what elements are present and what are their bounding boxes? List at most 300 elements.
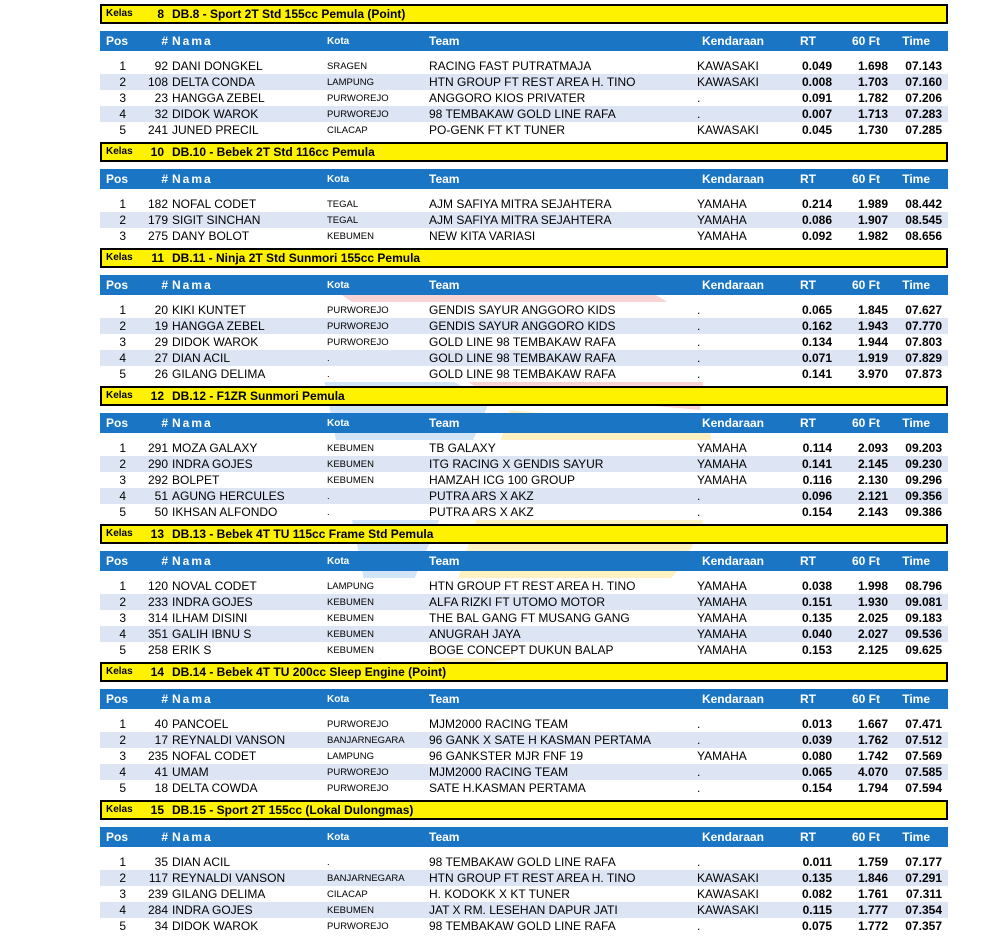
cell-rt: 0.214 — [801, 197, 832, 211]
cell-nama: AGUNG HERCULES — [172, 489, 285, 503]
cell-rt: 0.065 — [801, 303, 832, 317]
cell-kota: PURWOREJO — [327, 320, 389, 332]
cell-time: 07.512 — [905, 733, 942, 747]
cell-no: 179 — [147, 213, 168, 227]
column-header-nama: Nama — [172, 554, 213, 568]
cell-nama: HANGGA ZEBEL — [172, 319, 265, 333]
table-row — [100, 334, 948, 350]
cell-kota: KEBUMEN — [327, 458, 374, 470]
cell-kendaraan: . — [697, 855, 701, 869]
cell-time: 08.796 — [905, 579, 942, 593]
results-document — [100, 4, 948, 938]
cell-ft60: 1.998 — [857, 579, 888, 593]
cell-pos: 1 — [119, 197, 126, 211]
cell-team: AJM SAFIYA MITRA SEJAHTERA — [429, 197, 612, 211]
cell-nama: DELTA COWDA — [172, 781, 258, 795]
cell-rt: 0.040 — [801, 627, 832, 641]
column-header-time: Time — [902, 172, 930, 186]
table-row — [100, 212, 948, 228]
cell-rt: 0.096 — [801, 489, 832, 503]
cell-nama: DIAN ACIL — [172, 855, 231, 869]
cell-rt: 0.080 — [801, 749, 832, 763]
column-header-team: Team — [429, 172, 460, 186]
table-row — [100, 870, 948, 886]
cell-kendaraan: YAMAHA — [697, 579, 747, 593]
cell-no: 50 — [154, 505, 168, 519]
cell-nama: REYNALDI VANSON — [172, 733, 286, 747]
cell-pos: 4 — [119, 627, 126, 641]
cell-kendaraan: YAMAHA — [697, 197, 747, 211]
cell-nama: DIDOK WAROK — [172, 919, 259, 933]
table-row — [100, 854, 948, 870]
column-header-no: # — [161, 278, 168, 292]
table-row — [100, 456, 948, 472]
cell-ft60: 1.772 — [857, 919, 888, 933]
cell-pos: 5 — [119, 781, 126, 795]
cell-kendaraan: YAMAHA — [697, 457, 747, 471]
cell-rt: 0.038 — [801, 579, 832, 593]
cell-pos: 1 — [119, 579, 126, 593]
column-header-rt: RT — [800, 416, 816, 430]
cell-time: 07.585 — [905, 765, 942, 779]
cell-kota: CILACAP — [327, 124, 368, 136]
column-header-row — [100, 169, 948, 189]
cell-kota: LAMPUNG — [327, 580, 374, 592]
class-header — [100, 524, 948, 544]
kelas-label: Kelas — [106, 804, 133, 815]
cell-pos: 3 — [119, 91, 126, 105]
cell-ft60: 1.759 — [857, 855, 888, 869]
cell-team: 98 TEMBAKAW GOLD LINE RAFA — [429, 919, 616, 933]
cell-time: 07.627 — [905, 303, 942, 317]
column-header-pos: Pos — [106, 172, 129, 186]
table-row — [100, 440, 948, 456]
cell-no: 291 — [147, 441, 168, 455]
column-header-time: Time — [902, 554, 930, 568]
class-number: 10 — [150, 145, 164, 159]
cell-pos: 5 — [119, 123, 126, 137]
cell-pos: 4 — [119, 107, 126, 121]
cell-no: 108 — [147, 75, 168, 89]
cell-team: ALFA RIZKI FT UTOMO MOTOR — [429, 595, 606, 609]
cell-no: 51 — [154, 489, 168, 503]
cell-nama: DANY BOLOT — [172, 229, 250, 243]
column-header-rt: RT — [800, 692, 816, 706]
column-header-ft60: 60 Ft — [851, 172, 880, 186]
column-header-pos: Pos — [106, 692, 129, 706]
cell-rt: 0.075 — [801, 919, 832, 933]
cell-rt: 0.134 — [801, 335, 832, 349]
cell-ft60: 1.944 — [857, 335, 888, 349]
cell-rt: 0.141 — [801, 367, 832, 381]
cell-time: 07.206 — [905, 91, 942, 105]
table-row — [100, 764, 948, 780]
cell-team: GOLD LINE 98 TEMBAKAW RAFA — [429, 367, 616, 381]
class-block — [100, 386, 948, 520]
cell-ft60: 1.943 — [857, 319, 888, 333]
cell-rt: 0.135 — [801, 871, 832, 885]
cell-pos: 2 — [119, 213, 126, 227]
cell-time: 09.183 — [905, 611, 942, 625]
cell-pos: 2 — [119, 457, 126, 471]
cell-nama: INDRA GOJES — [172, 457, 253, 471]
cell-ft60: 2.143 — [857, 505, 888, 519]
column-header-pos: Pos — [106, 34, 129, 48]
table-row — [100, 886, 948, 902]
column-header-pos: Pos — [106, 554, 129, 568]
cell-ft60: 1.730 — [857, 123, 888, 137]
column-header-kota: Kota — [327, 693, 350, 705]
cell-no: 290 — [147, 457, 168, 471]
table-row — [100, 366, 948, 382]
cell-no: 27 — [154, 351, 168, 365]
cell-kota: SRAGEN — [327, 60, 368, 72]
cell-nama: GILANG DELIMA — [172, 887, 266, 901]
cell-time: 07.569 — [905, 749, 942, 763]
cell-ft60: 1.703 — [857, 75, 888, 89]
cell-nama: REYNALDI VANSON — [172, 871, 286, 885]
cell-rt: 0.045 — [801, 123, 832, 137]
cell-time: 07.357 — [905, 919, 942, 933]
cell-time: 07.829 — [905, 351, 942, 365]
class-block — [100, 524, 948, 658]
cell-ft60: 1.762 — [857, 733, 888, 747]
cell-time: 09.296 — [905, 473, 942, 487]
cell-nama: PANCOEL — [172, 717, 229, 731]
cell-no: 120 — [147, 579, 168, 593]
cell-kendaraan: YAMAHA — [697, 749, 747, 763]
column-header-team: Team — [429, 830, 460, 844]
column-header-ft60: 60 Ft — [851, 830, 880, 844]
column-header-nama: Nama — [172, 692, 213, 706]
cell-nama: KIKI KUNTET — [172, 303, 247, 317]
column-header-kendaraan: Kendaraan — [701, 278, 764, 292]
cell-time: 08.442 — [905, 197, 942, 211]
cell-nama: DANI DONGKEL — [172, 59, 263, 73]
result-rows — [100, 196, 948, 244]
cell-kendaraan: . — [697, 717, 701, 731]
cell-no: 41 — [154, 765, 168, 779]
cell-pos: 1 — [119, 303, 126, 317]
cell-ft60: 1.713 — [857, 107, 888, 121]
table-row — [100, 610, 948, 626]
cell-ft60: 2.025 — [857, 611, 888, 625]
cell-rt: 0.011 — [802, 855, 832, 869]
cell-kendaraan: . — [697, 303, 701, 317]
cell-pos: 5 — [119, 505, 126, 519]
column-header-kendaraan: Kendaraan — [701, 416, 764, 430]
cell-ft60: 1.989 — [857, 197, 888, 211]
cell-nama: BOLPET — [172, 473, 220, 487]
cell-ft60: 1.742 — [857, 749, 888, 763]
table-row — [100, 902, 948, 918]
cell-nama: INDRA GOJES — [172, 903, 253, 917]
cell-no: 241 — [147, 123, 168, 137]
cell-team: NEW KITA VARIASI — [429, 229, 536, 243]
cell-kota: . — [327, 856, 330, 868]
column-header-rt: RT — [800, 554, 816, 568]
result-rows — [100, 440, 948, 520]
cell-kendaraan: YAMAHA — [697, 441, 747, 455]
kelas-label: Kelas — [106, 146, 133, 157]
cell-pos: 4 — [119, 903, 126, 917]
cell-nama: NOVAL CODET — [172, 579, 257, 593]
class-number: 14 — [150, 665, 164, 679]
table-row — [100, 748, 948, 764]
column-header-kendaraan: Kendaraan — [701, 34, 764, 48]
column-header-kota: Kota — [327, 417, 350, 429]
cell-kendaraan: . — [697, 351, 701, 365]
cell-pos: 5 — [119, 919, 126, 933]
cell-ft60: 1.761 — [857, 887, 888, 901]
cell-time: 09.203 — [905, 441, 942, 455]
cell-nama: NOFAL CODET — [172, 197, 257, 211]
cell-ft60: 2.093 — [857, 441, 888, 455]
column-header-time: Time — [902, 692, 930, 706]
cell-team: GOLD LINE 98 TEMBAKAW RAFA — [429, 351, 616, 365]
cell-no: 117 — [148, 871, 168, 885]
column-header-row — [100, 827, 948, 847]
column-header-nama: Nama — [172, 34, 213, 48]
cell-no: 35 — [154, 855, 168, 869]
cell-kota: KEBUMEN — [327, 612, 374, 624]
cell-rt: 0.049 — [801, 59, 832, 73]
table-row — [100, 504, 948, 520]
column-header-no: # — [161, 172, 168, 186]
cell-kota: PURWOREJO — [327, 92, 389, 104]
cell-kota: KEBUMEN — [327, 628, 374, 640]
cell-time: 07.594 — [905, 781, 942, 795]
cell-nama: ERIK S — [172, 643, 212, 657]
cell-kendaraan: KAWASAKI — [697, 59, 759, 73]
cell-team: GENDIS SAYUR ANGGORO KIDS — [429, 319, 616, 333]
cell-kendaraan: . — [697, 335, 701, 349]
cell-pos: 1 — [119, 441, 126, 455]
cell-kota: BANJARNEGARA — [327, 872, 405, 884]
cell-ft60: 1.930 — [857, 595, 888, 609]
cell-ft60: 2.145 — [857, 457, 888, 471]
result-rows — [100, 58, 948, 138]
cell-ft60: 1.919 — [857, 351, 888, 365]
cell-no: 20 — [154, 303, 168, 317]
cell-rt: 0.154 — [801, 505, 832, 519]
cell-time: 08.545 — [905, 213, 942, 227]
cell-team: ITG RACING X GENDIS SAYUR — [429, 457, 604, 471]
cell-no: 239 — [147, 887, 168, 901]
cell-pos: 1 — [119, 717, 126, 731]
cell-rt: 0.162 — [801, 319, 832, 333]
result-rows — [100, 302, 948, 382]
class-name: DB.12 - F1ZR Sunmori Pemula — [172, 389, 345, 403]
column-header-no: # — [161, 692, 168, 706]
cell-nama: ILHAM DISINI — [172, 611, 248, 625]
cell-time: 07.283 — [905, 107, 942, 121]
cell-ft60: 1.982 — [857, 229, 888, 243]
column-header-ft60: 60 Ft — [851, 692, 880, 706]
cell-no: 292 — [147, 473, 168, 487]
table-row — [100, 626, 948, 642]
cell-kota: PURWOREJO — [327, 336, 389, 348]
column-header-pos: Pos — [106, 278, 129, 292]
column-header-ft60: 60 Ft — [851, 416, 880, 430]
cell-ft60: 1.845 — [857, 303, 888, 317]
cell-no: 40 — [154, 717, 168, 731]
cell-time: 07.803 — [905, 335, 942, 349]
table-row — [100, 196, 948, 212]
class-header — [100, 800, 948, 820]
cell-nama: DELTA CONDA — [172, 75, 255, 89]
cell-time: 09.625 — [905, 643, 942, 657]
cell-no: 32 — [154, 107, 168, 121]
cell-time: 07.873 — [905, 367, 942, 381]
cell-no: 17 — [154, 733, 168, 747]
cell-ft60: 1.667 — [857, 717, 888, 731]
cell-pos: 2 — [119, 733, 126, 747]
cell-time: 07.311 — [905, 887, 942, 901]
table-row — [100, 732, 948, 748]
cell-nama: DIAN ACIL — [172, 351, 231, 365]
class-name: DB.13 - Bebek 4T TU 115cc Frame Std Pemula — [172, 527, 434, 541]
cell-ft60: 2.125 — [857, 643, 888, 657]
column-header-team: Team — [429, 554, 460, 568]
column-header-row — [100, 689, 948, 709]
column-header-time: Time — [902, 830, 930, 844]
kelas-label: Kelas — [106, 8, 133, 19]
cell-kota: KEBUMEN — [327, 644, 374, 656]
cell-time: 09.081 — [905, 595, 942, 609]
cell-pos: 3 — [119, 473, 126, 487]
cell-rt: 0.092 — [801, 229, 832, 243]
cell-pos: 4 — [119, 351, 126, 365]
cell-nama: HANGGA ZEBEL — [172, 91, 265, 105]
cell-time: 08.656 — [905, 229, 942, 243]
cell-kendaraan: . — [697, 319, 701, 333]
cell-rt: 0.141 — [801, 457, 832, 471]
column-header-kota: Kota — [327, 35, 350, 47]
cell-pos: 3 — [119, 229, 126, 243]
cell-kota: PURWOREJO — [327, 304, 389, 316]
column-header-ft60: 60 Ft — [851, 34, 880, 48]
cell-ft60: 4.070 — [857, 765, 888, 779]
table-row — [100, 58, 948, 74]
class-header — [100, 142, 948, 162]
cell-no: 284 — [147, 903, 168, 917]
column-header-row — [100, 551, 948, 571]
cell-pos: 3 — [119, 611, 126, 625]
class-name: DB.11 - Ninja 2T Std Sunmori 155cc Pemula — [172, 251, 421, 265]
cell-kota: . — [327, 506, 330, 518]
cell-team: 98 TEMBAKAW GOLD LINE RAFA — [429, 107, 616, 121]
cell-no: 92 — [154, 59, 168, 73]
column-header-time: Time — [902, 278, 930, 292]
cell-no: 26 — [154, 367, 168, 381]
cell-kota: PURWOREJO — [327, 782, 389, 794]
cell-rt: 0.008 — [801, 75, 832, 89]
cell-no: 18 — [154, 781, 168, 795]
cell-nama: JUNED PRECIL — [172, 123, 259, 137]
cell-nama: IKHSAN ALFONDO — [172, 505, 278, 519]
cell-team: HAMZAH ICG 100 GROUP — [429, 473, 576, 487]
class-header — [100, 4, 948, 24]
cell-nama: NOFAL CODET — [172, 749, 257, 763]
cell-time: 07.143 — [905, 59, 942, 73]
class-block — [100, 142, 948, 244]
column-header-no: # — [161, 416, 168, 430]
class-name: DB.15 - Sport 2T 155cc (Lokal Dulongmas) — [172, 803, 414, 817]
class-block — [100, 800, 948, 934]
kelas-label: Kelas — [106, 390, 133, 401]
kelas-label: Kelas — [106, 528, 133, 539]
cell-kota: KEBUMEN — [327, 474, 374, 486]
table-row — [100, 716, 948, 732]
class-header — [100, 386, 948, 406]
cell-nama: UMAM — [172, 765, 209, 779]
cell-team: AJM SAFIYA MITRA SEJAHTERA — [429, 213, 612, 227]
cell-team: SATE H.KASMAN PERTAMA — [429, 781, 586, 795]
column-header-nama: Nama — [172, 830, 213, 844]
kelas-label: Kelas — [106, 252, 133, 263]
cell-rt: 0.116 — [802, 473, 832, 487]
cell-kendaraan: . — [697, 919, 701, 933]
column-header-kota: Kota — [327, 555, 350, 567]
cell-ft60: 1.907 — [857, 213, 888, 227]
cell-kendaraan: YAMAHA — [697, 643, 747, 657]
kelas-label: Kelas — [106, 666, 133, 677]
column-header-kendaraan: Kendaraan — [701, 172, 764, 186]
cell-kota: PURWOREJO — [327, 108, 389, 120]
cell-kendaraan: . — [697, 367, 701, 381]
cell-kota: . — [327, 352, 330, 364]
cell-kendaraan: . — [697, 107, 701, 121]
class-header — [100, 662, 948, 682]
cell-team: 96 GANK X SATE H KASMAN PERTAMA — [429, 733, 652, 747]
column-header-nama: Nama — [172, 416, 213, 430]
cell-rt: 0.082 — [801, 887, 832, 901]
cell-kendaraan: YAMAHA — [697, 213, 747, 227]
cell-time: 07.291 — [905, 871, 942, 885]
cell-team: MJM2000 RACING TEAM — [429, 765, 569, 779]
class-name: DB.8 - Sport 2T Std 155cc Pemula (Point) — [172, 7, 406, 21]
cell-rt: 0.007 — [801, 107, 832, 121]
cell-team: MJM2000 RACING TEAM — [429, 717, 569, 731]
column-header-kota: Kota — [327, 831, 350, 843]
cell-time: 07.354 — [905, 903, 942, 917]
cell-ft60: 1.846 — [857, 871, 888, 885]
cell-pos: 1 — [119, 59, 126, 73]
cell-rt: 0.135 — [801, 611, 832, 625]
cell-no: 275 — [147, 229, 168, 243]
result-rows — [100, 854, 948, 934]
cell-kendaraan: . — [697, 505, 701, 519]
class-name: DB.14 - Bebek 4T TU 200cc Sleep Engine (Point) — [172, 665, 447, 679]
column-header-rt: RT — [800, 34, 816, 48]
cell-pos: 2 — [119, 595, 126, 609]
column-header-rt: RT — [800, 278, 816, 292]
cell-rt: 0.013 — [801, 717, 832, 731]
cell-team: PUTRA ARS X AKZ — [429, 505, 534, 519]
table-row — [100, 74, 948, 90]
cell-pos: 3 — [119, 335, 126, 349]
cell-pos: 3 — [119, 749, 126, 763]
cell-team: THE BAL GANG FT MUSANG GANG — [429, 611, 630, 625]
table-row — [100, 594, 948, 610]
table-row — [100, 642, 948, 658]
cell-pos: 2 — [119, 871, 126, 885]
cell-pos: 3 — [119, 887, 126, 901]
cell-team: TB GALAXY — [429, 441, 496, 455]
cell-ft60: 1.698 — [857, 59, 888, 73]
cell-no: 235 — [147, 749, 168, 763]
